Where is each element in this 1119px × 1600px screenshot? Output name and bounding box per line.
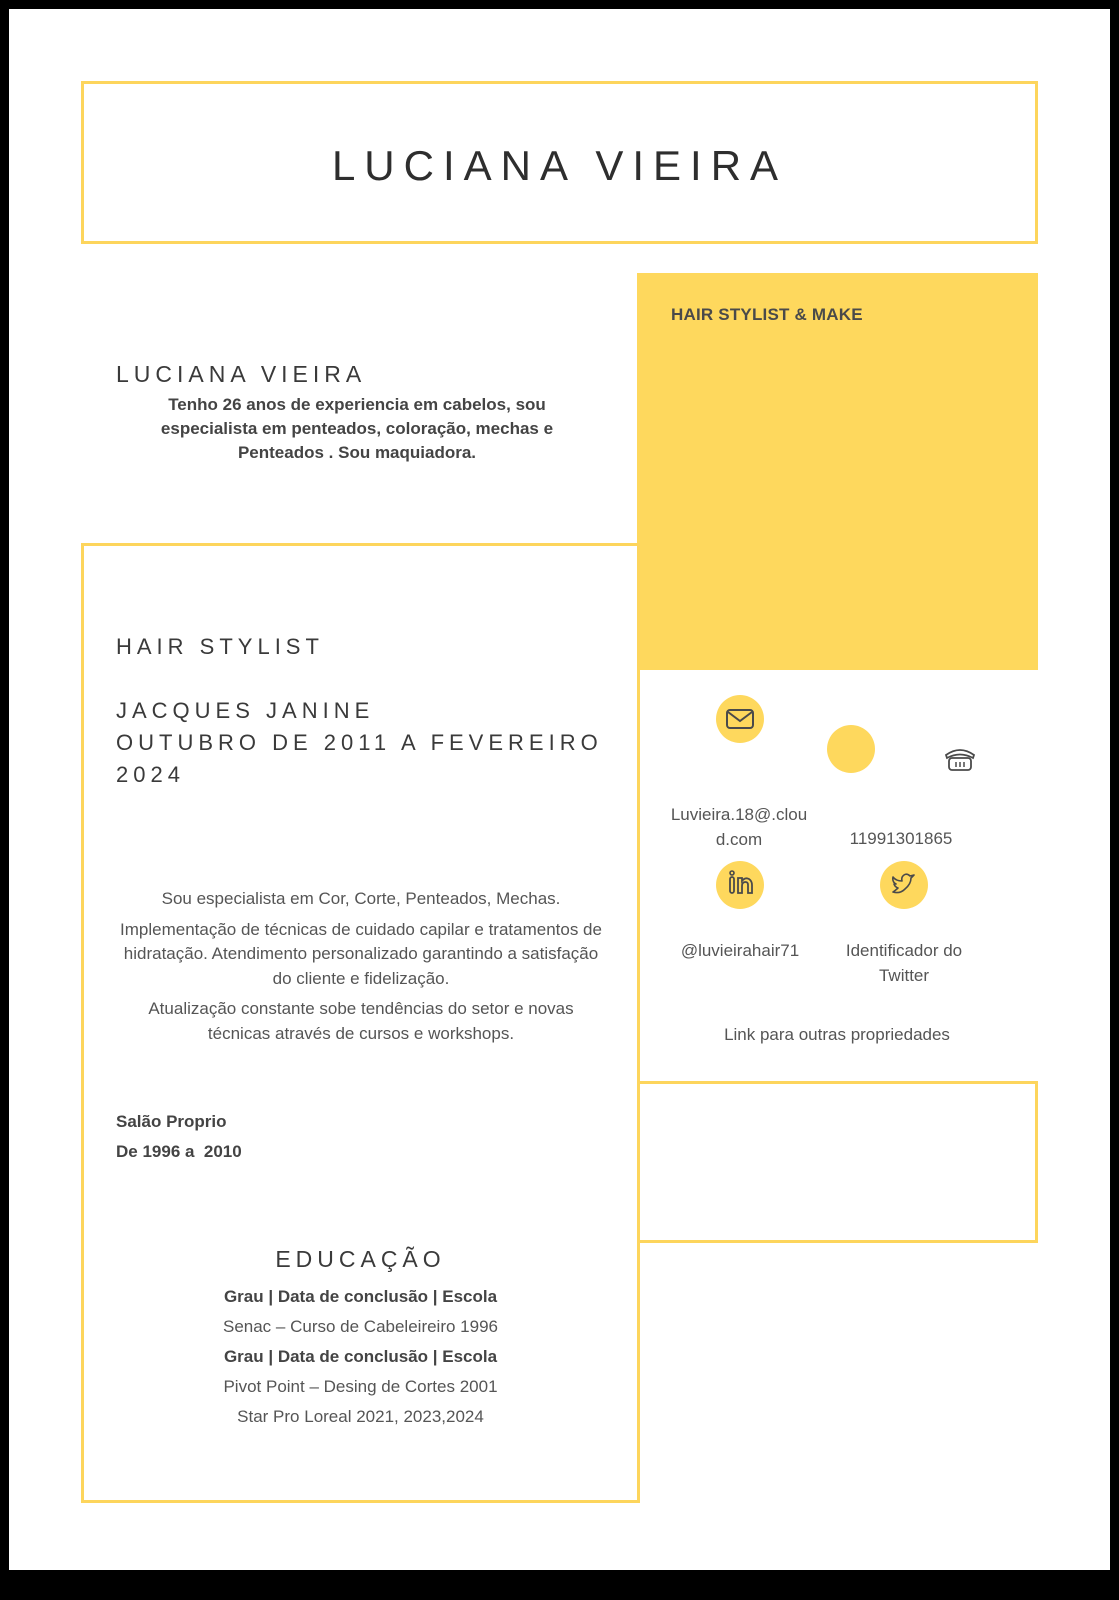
job-company-block — [116, 695, 636, 791]
linkedin-icon — [716, 861, 764, 909]
page-title: LUCIANA VIEIRA — [331, 142, 788, 189]
intro-text: Tenho 26 anos de experiencia em cabelos, sou especialista em penteados, coloração, mechas e Penteados . Sou maquiadora. — [160, 395, 554, 462]
education-item: Star Pro Loreal 2021, 2023,2024 — [237, 1407, 484, 1426]
job-description-line: Implementação de técnicas de cuidado capilar e tratamentos de hidratação. Atendimento personalizado garantindo a satisfação do cliente e fidelização. — [120, 919, 602, 988]
contact-twitter[interactable]: Identificador do Twitter — [845, 941, 963, 985]
contact-other-link[interactable]: Link para outras propriedades — [724, 1025, 950, 1044]
salon-name: Salão Proprio — [116, 1112, 227, 1131]
job-company: JACQUES JANINE — [116, 698, 375, 723]
mail-icon — [716, 695, 764, 743]
contact-email[interactable]: Luvieira.18@.cloud.com — [670, 805, 808, 849]
contact-box — [637, 1081, 1038, 1243]
sidebar-title: HAIR STYLIST & MAKE — [671, 305, 863, 324]
education-title: EDUCAÇÃO — [275, 1246, 446, 1272]
job-period: OUTUBRO DE 2011 A FEVEREIRO 2024 — [116, 730, 603, 787]
job-description-line: Sou especialista em Cor, Corte, Penteados, Mechas. — [161, 889, 561, 908]
education-header: Grau | Data de conclusão | Escola — [223, 1287, 498, 1306]
contact-linkedin[interactable]: @luvieirahair71 — [680, 941, 800, 960]
resume-page — [9, 9, 1110, 1570]
sidebar-block — [637, 273, 1038, 670]
phone-icon — [940, 739, 980, 779]
header-box — [81, 81, 1038, 244]
job-title: HAIR STYLIST — [116, 634, 324, 659]
job-description-line: Atualização constante sobe tendências do setor e novas técnicas através de cursos e workshops. — [148, 999, 574, 1043]
salon-period: De 1996 a 2010 — [116, 1142, 242, 1161]
education-header: Grau | Data de conclusão | Escola — [223, 1347, 498, 1366]
education-item: Pivot Point – Desing de Cortes 2001 — [223, 1377, 498, 1396]
education-item: Senac – Curso de Cabeleireiro 1996 — [222, 1317, 498, 1336]
intro-name: LUCIANA VIEIRA — [116, 361, 367, 387]
salon-block — [116, 1107, 242, 1167]
contact-phone[interactable]: 11991301865 — [849, 829, 953, 848]
phone-circle-icon — [827, 725, 875, 773]
job-description — [117, 887, 605, 1052]
education-list — [81, 1282, 640, 1432]
twitter-icon — [880, 861, 928, 909]
